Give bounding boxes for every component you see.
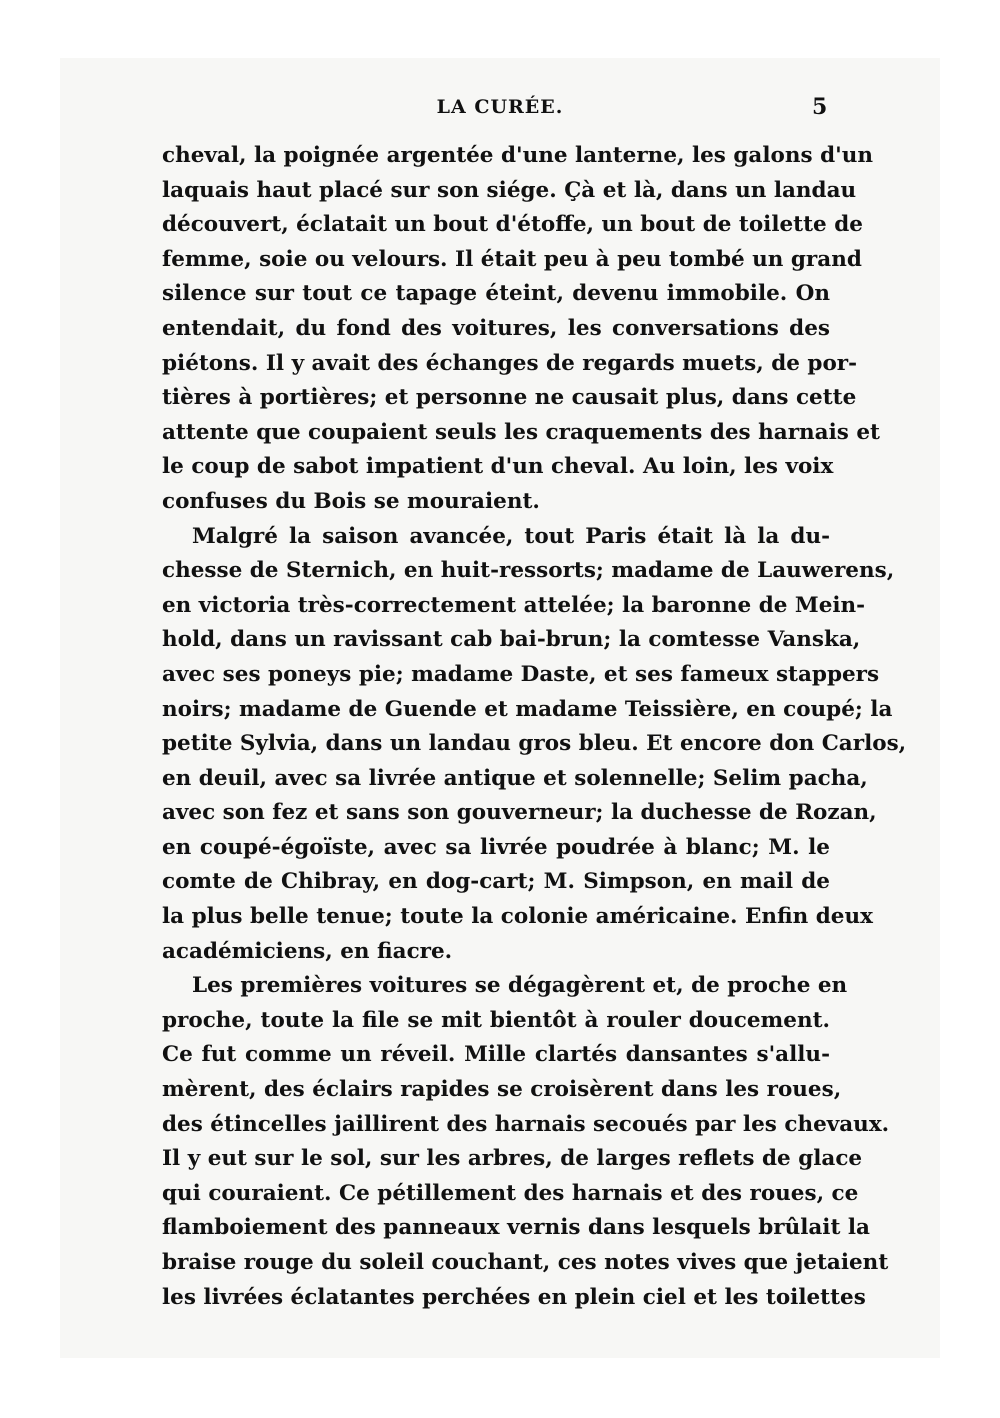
text-line: tières à portières; et personne ne causait plus, dans cette [162,385,857,411]
page-header [0,92,1000,132]
text-line: le coup de sabot impatient d'un cheval. Au loin, les voix [162,454,834,480]
text-line: en coupé-égoïste, avec sa livrée poudrée à blanc; M. le [162,834,830,860]
text-line: Il y eut sur le sol, sur les arbres, de larges reflets de glace [162,1146,863,1172]
text-line: Ce fut comme un réveil. Mille clartés dansantes s'allu- [162,1042,830,1068]
text-line: découvert, éclatait un bout d'étoffe, un bout de toilette de [162,212,863,238]
text-line: cheval, la poignée argentée d'une lanterne, les galons d'un [162,143,873,168]
text-line: entendait, du fond des voitures, les conversations des [162,315,830,341]
text-line: laquais haut placé sur son siége. Çà et là, dans un landau [162,177,857,203]
text-line: la plus belle tenue; toute la colonie américaine. Enfin deux [162,904,873,930]
body-text [162,139,907,1315]
text-line: flamboiement des panneaux vernis dans lesquels brûlait la [162,1215,870,1241]
text-line: les livrées éclatantes perchées en plein ciel et les toilettes [162,1284,866,1310]
text-line: avec son fez et sans son gouverneur; la duchesse de Rozan, [162,800,877,826]
text-line: qui couraient. Ce pétillement des harnais et des roues, ce [162,1180,859,1206]
text-line: noirs; madame de Guende et madame Teissière, en coupé; la [162,696,893,722]
text-line: avec ses poneys pie; madame Daste, et ses fameux stappers [162,661,880,687]
text-line: académiciens, en fiacre. [162,938,453,964]
text-line: proche, toute la file se mit bientôt à rouler doucement. [162,1007,830,1033]
text-line: en victoria très-correctement attelée; la baronne de Mein- [162,592,866,618]
text-line: des étincelles jaillirent des harnais secoués par les chevaux. [162,1111,890,1137]
text-line: attente que coupaient seuls les craquements des harnais et [162,419,880,445]
text-line: mèrent, des éclairs rapides se croisèrent dans les roues, [162,1077,842,1103]
text-line: chesse de Sternich, en huit-ressorts; madame de Lauwerens, [162,558,895,584]
text-line: comte de Chibray, en dog-cart; M. Simpson, en mail de [162,869,830,895]
text-line: en deuil, avec sa livrée antique et solennelle; Selim pacha, [162,765,868,791]
text-line: confuses du Bois se mouraient. [162,488,540,514]
page-number: 5 [812,94,828,120]
text-line: Malgré la saison avancée, tout Paris était là la du- [192,523,830,549]
text-line: braise rouge du soleil couchant, ces notes vives que jetaient [162,1250,889,1275]
text-line: hold, dans un ravissant cab bai-brun; la comtesse Vanska, [162,627,861,653]
running-title: LA CURÉE. [436,96,564,118]
text-line: Les premières voitures se dégagèrent et, de proche en [192,973,848,999]
text-line: femme, soie ou velours. Il était peu à peu tombé un grand [162,246,862,272]
text-line: piétons. Il y avait des échanges de regards muets, de por- [162,350,858,376]
text-line: petite Sylvia, dans un landau gros bleu. Et encore don Carlos, [162,731,907,757]
text-line: silence sur tout ce tapage éteint, devenu immobile. On [162,281,830,307]
